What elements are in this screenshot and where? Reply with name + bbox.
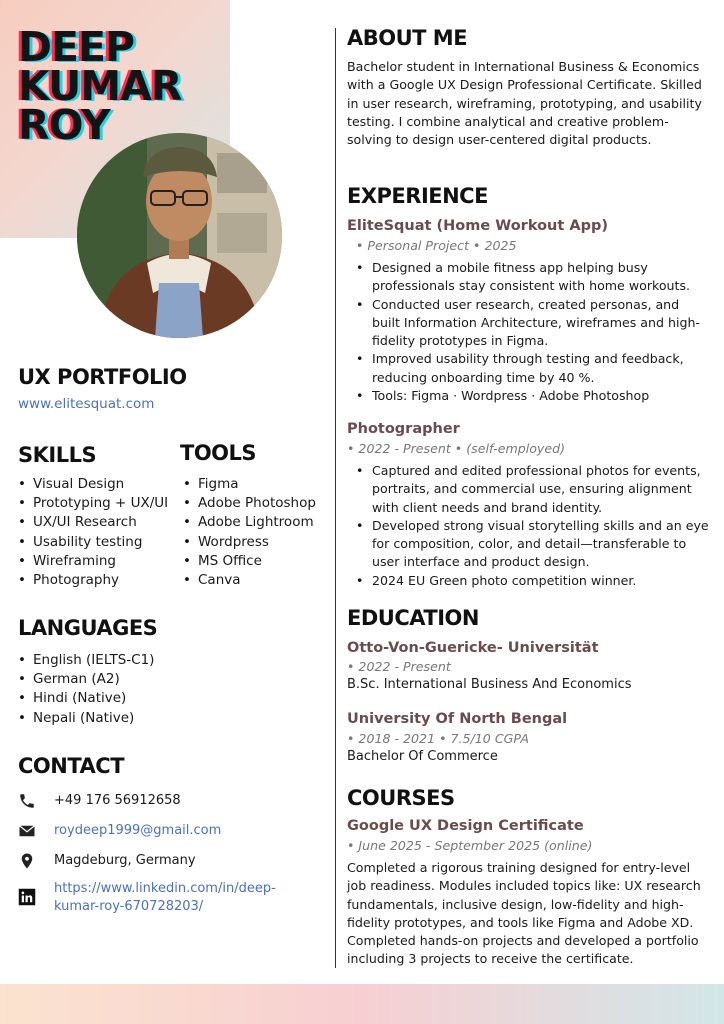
list-item: • Photography xyxy=(18,571,168,590)
column-divider xyxy=(335,28,336,968)
list-item: • Designed a mobile fitness app helping busy professionals stay consistent with home workouts. xyxy=(354,259,710,296)
course-description: Completed a rigorous training designed for entry-level job readiness. Modules included topics like: UX research fundamentals, inclusive design, low-fidelity and high-fidelity prototypes, and tools like Figma and Adobe XD. Completed hands-on projects and developed a portfolio including 3 projects to receive the certificate. xyxy=(347,860,701,967)
school-degree-ovgu: B.Sc. International Business And Economics xyxy=(347,677,632,692)
list-item: • German (A2) xyxy=(18,670,154,689)
experience-heading: EXPERIENCE xyxy=(347,184,488,208)
course-meta: • June 2025 - September 2025 (online) xyxy=(347,838,593,853)
profile-photo-illustration xyxy=(77,133,282,338)
location-pin-icon xyxy=(18,852,36,870)
email-icon xyxy=(18,822,36,840)
job-meta-photographer: • 2022 - Present • (self-employed) xyxy=(347,441,566,456)
contact-heading: CONTACT xyxy=(18,754,125,778)
list-item: • English (IELTS-C1) xyxy=(18,651,154,670)
school-name-nbu: University Of North Bengal xyxy=(347,711,568,727)
list-item: • Tools: Figma · Wordpress · Adobe Photoshop xyxy=(354,387,710,405)
phone-number[interactable]: +49 176 56912658 xyxy=(54,793,181,808)
list-item: • Wireframing xyxy=(18,552,168,571)
skills-list xyxy=(18,475,168,590)
list-item: • Adobe Lightroom xyxy=(183,513,316,532)
list-item: • Adobe Photoshop xyxy=(183,494,316,513)
skills-heading: SKILLS xyxy=(18,443,97,467)
list-item: • Canva xyxy=(183,571,316,590)
list-item: • Visual Design xyxy=(18,475,168,494)
linkedin-line-2: kumar-roy-670728203/ xyxy=(54,899,204,914)
name-line-3: ROY xyxy=(18,101,110,149)
list-item: • Captured and edited professional photos for events, portraits, and commercial use, ensuring alignment with client needs and brand identity. xyxy=(354,462,710,517)
job-bullets-elitesquat xyxy=(354,259,710,405)
linkedin-link[interactable] xyxy=(54,880,276,916)
tools-list xyxy=(183,475,316,590)
list-item: • Developed strong visual storytelling skills and an eye for composition, color, and detail—transferable to user interface and product design. xyxy=(354,517,710,572)
list-item: • MS Office xyxy=(183,552,316,571)
job-meta-elitesquat: • Personal Project • 2025 xyxy=(356,238,517,253)
list-item: • Improved usability through testing and feedback, reducing onboarding time by 40 %. xyxy=(354,350,710,387)
school-meta-nbu: • 2018 - 2021 • 7.5/10 CGPA xyxy=(347,731,529,746)
linkedin-icon xyxy=(18,888,36,906)
name-line-2: KUMAR xyxy=(18,62,182,110)
school-degree-nbu: Bachelor Of Commerce xyxy=(347,749,498,764)
school-name-ovgu: Otto-Von-Guericke- Universität xyxy=(347,640,599,656)
linkedin-line-1: https://www.linkedin.com/in/deep- xyxy=(54,881,276,896)
list-item: • Figma xyxy=(183,475,316,494)
job-bullets-photographer xyxy=(354,462,710,590)
list-item: • Hindi (Native) xyxy=(18,689,154,708)
list-item: • Conducted user research, created personas, and built Information Architecture, wireframes and high-fidelity prototypes in Figma. xyxy=(354,296,710,351)
resume-name xyxy=(18,23,182,149)
portfolio-heading: UX PORTFOLIO xyxy=(18,365,187,389)
portfolio-link[interactable]: www.elitesquat.com xyxy=(18,396,155,412)
phone-icon xyxy=(18,792,36,810)
list-item: • 2024 EU Green photo competition winner. xyxy=(354,572,710,590)
school-meta-ovgu: • 2022 - Present xyxy=(347,659,451,674)
about-text: Bachelor student in International Business & Economics with a Google UX Design Professional Certificate. Skilled in user research, wireframing, prototyping, and usability testing. I combine analytical and creative problem-solving to design user-centered digital products. xyxy=(347,59,702,148)
job-title-elitesquat: EliteSquat (Home Workout App) xyxy=(347,218,608,234)
job-title-photographer: Photographer xyxy=(347,421,460,437)
about-heading: ABOUT ME xyxy=(347,26,468,50)
list-item: • Nepali (Native) xyxy=(18,709,154,728)
list-item: • Prototyping + UX/UI xyxy=(18,494,168,513)
education-heading: EDUCATION xyxy=(347,606,479,630)
course-title: Google UX Design Certificate xyxy=(347,818,584,834)
list-item: • Usability testing xyxy=(18,533,168,552)
profile-photo xyxy=(77,133,282,338)
name-line-1: DEEP xyxy=(18,23,135,71)
email-link[interactable]: roydeep1999@gmail.com xyxy=(54,823,222,838)
list-item: • UX/UI Research xyxy=(18,513,168,532)
tools-heading: TOOLS xyxy=(180,441,257,465)
languages-list xyxy=(18,651,154,728)
languages-heading: LANGUAGES xyxy=(18,616,158,640)
location-text: Magdeburg, Germany xyxy=(54,853,196,868)
courses-heading: COURSES xyxy=(347,786,455,810)
footer-gradient-strip xyxy=(0,984,724,1024)
list-item: • Wordpress xyxy=(183,533,316,552)
